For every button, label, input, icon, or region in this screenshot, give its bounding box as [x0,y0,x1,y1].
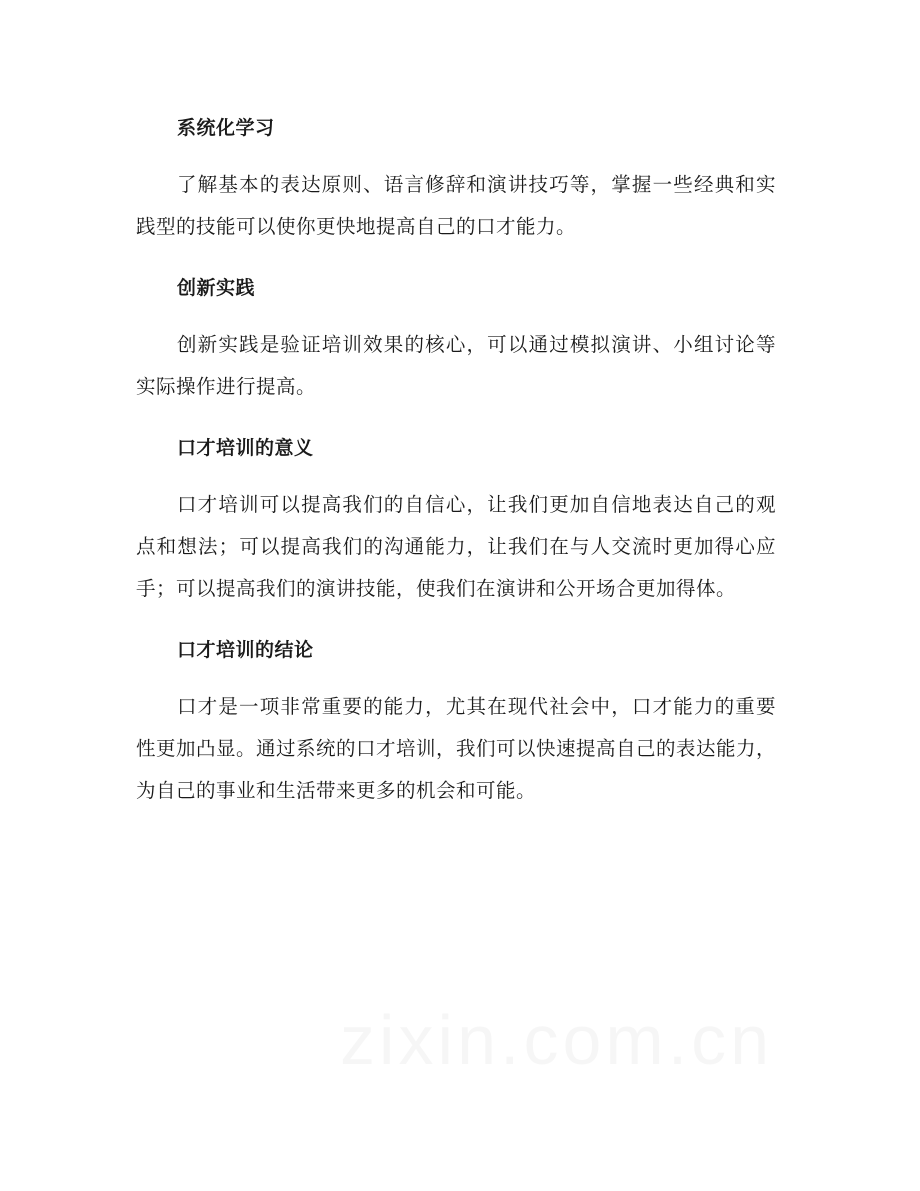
section-paragraph-innovative-practice: 创新实践是验证培训效果的核心，可以通过模拟演讲、小组讨论等实际操作进行提高。 [136,333,776,398]
section-paragraph-significance: 口才培训可以提高我们的自信心，让我们更加自信地表达自己的观点和想法；可以提高我们的沟通能力，让我们在与人交流时更加得心应手；可以提高我们的演讲技能，使我们在演讲和公开场合更加得体。 [136,493,776,600]
document-content [136,108,776,832]
section-heading-conclusion: 口才培训的结论 [177,639,314,661]
section-paragraph-conclusion: 口才是一项非常重要的能力，尤其在现代社会中，口才能力的重要性更加凸显。通过系统的口才培训，我们可以快速提高自己的表达能力，为自己的事业和生活带来更多的机会和可能。 [136,695,777,802]
section-heading-innovative-practice: 创新实践 [177,277,256,299]
watermark [340,1000,773,1080]
section-paragraph-systematic-learning: 了解基本的表达原则、语言修辞和演讲技巧等，掌握一些经典和实践型的技能可以使你更快地提高自己的口才能力。 [136,173,776,238]
section-heading-systematic-learning: 系统化学习 [177,117,275,139]
section-heading-significance: 口才培训的意义 [177,437,314,459]
